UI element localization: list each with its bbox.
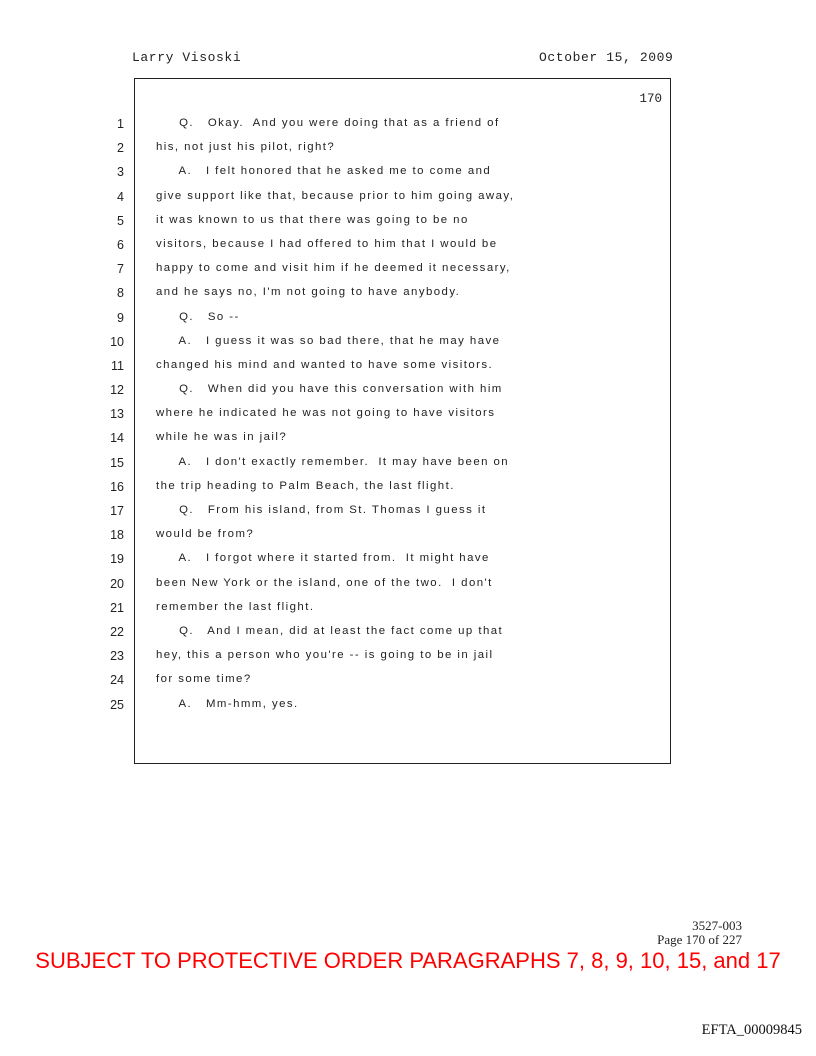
line-text: Q. When did you have this conversation with him bbox=[156, 383, 503, 396]
transcript-line bbox=[0, 137, 816, 161]
transcript-line bbox=[0, 258, 816, 282]
transcript-line bbox=[0, 645, 816, 669]
line-number: 13 bbox=[110, 407, 124, 422]
line-number: 9 bbox=[117, 310, 124, 325]
line-number: 19 bbox=[110, 552, 124, 567]
transcript-line bbox=[0, 186, 816, 210]
line-number: 17 bbox=[110, 504, 124, 518]
document-id: 3527-003 bbox=[692, 918, 742, 933]
transcript-line bbox=[0, 573, 816, 597]
transcript-line bbox=[0, 597, 816, 621]
line-number: 7 bbox=[117, 262, 124, 277]
transcript-line bbox=[0, 355, 816, 379]
line-number: 14 bbox=[110, 431, 124, 446]
protective-order-notice: SUBJECT TO PROTECTIVE ORDER PARAGRAPHS 7, 8, 9, 10, 15, and 17 bbox=[35, 948, 781, 973]
line-number: 25 bbox=[110, 697, 124, 712]
deposition-date: October 15, 2009 bbox=[539, 50, 674, 65]
line-number: 23 bbox=[110, 649, 124, 664]
transcript-line bbox=[0, 427, 816, 451]
line-text: where he indicated he was not going to have visitors bbox=[156, 407, 496, 420]
line-number: 16 bbox=[110, 479, 124, 494]
line-text: A. I don't exactly remember. It may have been on bbox=[156, 455, 510, 468]
transcript-lines bbox=[0, 113, 816, 718]
line-text: changed his mind and wanted to have some visitors. bbox=[156, 358, 494, 371]
line-text: hey, this a person who you're -- is going to be in jail bbox=[156, 649, 494, 662]
line-number: 20 bbox=[110, 576, 124, 591]
transcript-line bbox=[0, 113, 816, 137]
line-number: 11 bbox=[111, 358, 124, 373]
line-number: 22 bbox=[110, 624, 124, 639]
line-text: A. Mm-hmm, yes. bbox=[156, 697, 299, 710]
line-text: would be from? bbox=[156, 528, 255, 541]
transcript-line bbox=[0, 500, 816, 524]
line-number: 21 bbox=[110, 600, 124, 615]
line-number: 1 bbox=[117, 117, 124, 131]
line-text: for some time? bbox=[156, 673, 252, 686]
transcript-line bbox=[0, 307, 816, 331]
line-text: his, not just his pilot, right? bbox=[156, 141, 336, 154]
transcript-line bbox=[0, 694, 816, 718]
transcript-line bbox=[0, 161, 816, 185]
line-text: been New York or the island, one of the two. I don't bbox=[156, 576, 493, 589]
line-number: 3 bbox=[117, 165, 124, 180]
line-text: Q. Okay. And you were doing that as a friend of bbox=[156, 117, 500, 129]
witness-name: Larry Visoski bbox=[132, 50, 242, 65]
line-number: 6 bbox=[117, 237, 124, 252]
transcript-line bbox=[0, 331, 816, 355]
transcript-line bbox=[0, 621, 816, 645]
transcript-line bbox=[0, 210, 816, 234]
transcript-page-number: 170 bbox=[639, 92, 662, 106]
line-text: while he was in jail? bbox=[156, 431, 288, 444]
line-number: 18 bbox=[110, 528, 124, 543]
transcript-line bbox=[0, 548, 816, 572]
line-number: 15 bbox=[110, 455, 124, 470]
line-number: 10 bbox=[110, 334, 124, 349]
transcript-line bbox=[0, 379, 816, 403]
line-number: 2 bbox=[117, 141, 124, 156]
bates-number: EFTA_00009845 bbox=[701, 1022, 802, 1038]
line-number: 8 bbox=[117, 286, 124, 301]
line-text: it was known to us that there was going to be no bbox=[156, 213, 469, 226]
line-text: and he says no, I'm not going to have anybody. bbox=[156, 286, 461, 299]
transcript-line bbox=[0, 234, 816, 258]
line-text: Q. And I mean, did at least the fact come up that bbox=[156, 624, 504, 637]
transcript-line bbox=[0, 476, 816, 500]
page-of-total: Page 170 of 227 bbox=[657, 932, 742, 947]
line-text: A. I forgot where it started from. It might have bbox=[156, 552, 490, 565]
line-number: 4 bbox=[117, 189, 124, 204]
line-text: the trip heading to Palm Beach, the last flight. bbox=[156, 479, 455, 492]
line-text: A. I guess it was so bad there, that he may have bbox=[156, 334, 501, 347]
line-number: 24 bbox=[110, 673, 124, 688]
line-number: 12 bbox=[110, 383, 124, 398]
line-text: A. I felt honored that he asked me to come and bbox=[156, 165, 492, 178]
line-text: happy to come and visit him if he deemed it necessary, bbox=[156, 262, 511, 275]
line-text: remember the last flight. bbox=[156, 600, 315, 613]
transcript-line bbox=[0, 669, 816, 693]
line-text: Q. From his island, from St. Thomas I guess it bbox=[156, 504, 487, 516]
transcript-line bbox=[0, 282, 816, 306]
transcript-line bbox=[0, 403, 816, 427]
transcript-line bbox=[0, 524, 816, 548]
line-text: Q. So -- bbox=[156, 310, 240, 323]
line-text: give support like that, because prior to him going away, bbox=[156, 189, 515, 202]
line-text: visitors, because I had offered to him that I would be bbox=[156, 237, 498, 250]
line-number: 5 bbox=[117, 213, 124, 228]
transcript-line bbox=[0, 452, 816, 476]
